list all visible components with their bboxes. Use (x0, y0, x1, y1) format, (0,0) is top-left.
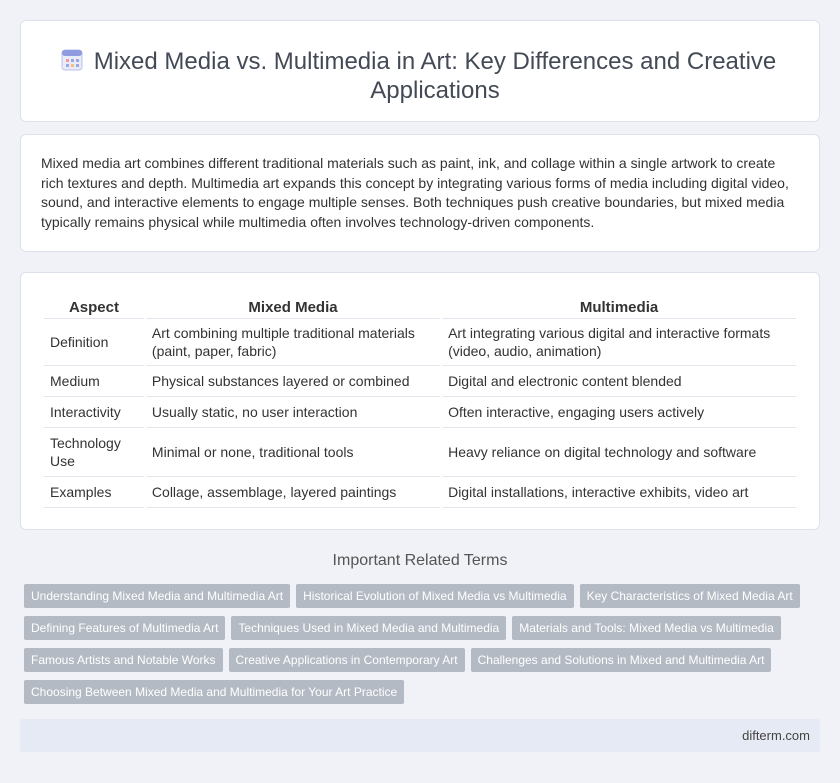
row-mixed-media: Art combining multiple traditional materials (paint, paper, fabric) (146, 319, 440, 366)
related-terms-heading: Important Related Terms (332, 552, 508, 569)
intro-paragraph: Mixed media art combines different traditional materials such as paint, ink, and collage within a single artwork to create rich textures and depth. Multimedia art expands this concept by integrating various forms of media including digital video, sound, and interactive elements to engage multiple senses. Both techniques push creative boundaries, but mixed media typically remains physical while multimedia often involves technology-driven components. (41, 155, 789, 230)
intro-card (20, 134, 820, 252)
related-term-link[interactable]: Key Characteristics of Mixed Media Art (580, 584, 800, 608)
row-aspect: Definition (44, 319, 144, 366)
header-mixed-media: Mixed Media (146, 297, 440, 319)
row-mixed-media: Usually static, no user interaction (146, 397, 440, 428)
footer (20, 719, 820, 752)
table-row (44, 477, 796, 508)
title-card (20, 20, 820, 122)
row-mixed-media: Collage, assemblage, layered paintings (146, 477, 440, 508)
table-row (44, 366, 796, 397)
related-term-link[interactable]: Creative Applications in Contemporary Art (229, 648, 465, 672)
header-multimedia: Multimedia (442, 297, 796, 319)
row-mixed-media: Minimal or none, traditional tools (146, 428, 440, 477)
row-aspect: Interactivity (44, 397, 144, 428)
related-term-link[interactable]: Famous Artists and Notable Works (24, 648, 223, 672)
footer-site-link[interactable]: difterm.com (742, 728, 810, 743)
row-mixed-media: Physical substances layered or combined (146, 366, 440, 397)
related-term-link[interactable]: Challenges and Solutions in Mixed and Multimedia Art (471, 648, 772, 672)
table-row (44, 397, 796, 428)
row-multimedia: Often interactive, engaging users actively (442, 397, 796, 428)
row-multimedia: Digital installations, interactive exhibits, video art (442, 477, 796, 508)
related-term-link[interactable]: Choosing Between Mixed Media and Multimedia for Your Art Practice (24, 680, 404, 704)
page-title-line2: Applications (370, 77, 500, 104)
row-aspect: Technology Use (44, 428, 144, 477)
table-row (44, 428, 796, 477)
page-title-line1: Mixed Media vs. Multimedia in Art: Key Differences and Creative (93, 48, 777, 75)
related-term-link[interactable]: Materials and Tools: Mixed Media vs Multimedia (512, 616, 781, 640)
row-aspect: Examples (44, 477, 144, 508)
row-multimedia: Digital and electronic content blended (442, 366, 796, 397)
comparison-table (42, 297, 798, 508)
row-multimedia: Heavy reliance on digital technology and software (442, 428, 796, 477)
row-multimedia: Art integrating various digital and interactive formats (video, audio, animation) (442, 319, 796, 366)
related-term-link[interactable]: Historical Evolution of Mixed Media vs Multimedia (296, 584, 573, 608)
related-term-link[interactable]: Defining Features of Multimedia Art (24, 616, 225, 640)
table-header-row (44, 297, 796, 319)
related-term-link[interactable]: Techniques Used in Mixed Media and Multimedia (231, 616, 506, 640)
header-aspect: Aspect (44, 297, 144, 319)
related-terms-list (24, 584, 824, 712)
related-term-link[interactable]: Understanding Mixed Media and Multimedia Art (24, 584, 290, 608)
page-title (61, 47, 799, 105)
comparison-card (20, 272, 820, 530)
table-row (44, 319, 796, 366)
row-aspect: Medium (44, 366, 144, 397)
